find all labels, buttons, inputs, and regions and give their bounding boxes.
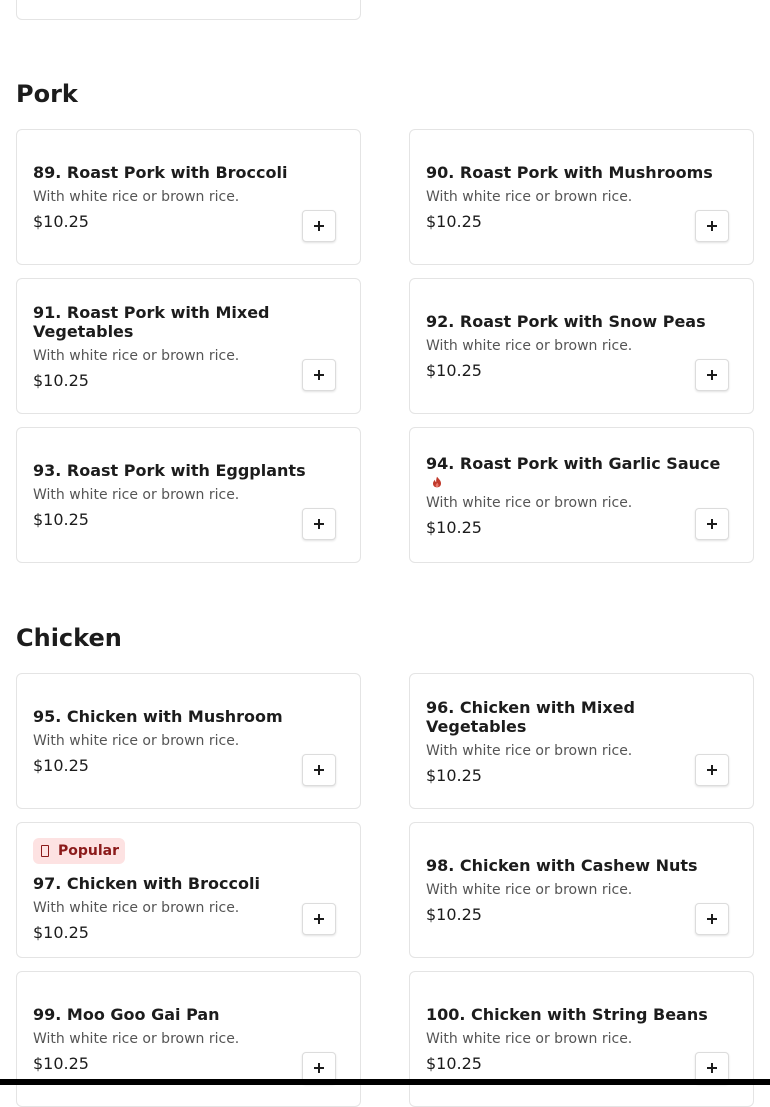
popular-badge <box>33 838 125 864</box>
item-name: 98. Chicken with Cashew Nuts <box>426 856 698 875</box>
add-to-cart-button[interactable] <box>695 754 729 786</box>
item-description: With white rice or brown rice. <box>426 882 633 898</box>
menu-item-card-partial[interactable] <box>16 0 361 20</box>
item-price: $10.25 <box>33 510 89 529</box>
menu-item-card[interactable] <box>409 822 754 958</box>
menu-item-card[interactable] <box>409 129 754 265</box>
menu-item-card[interactable] <box>409 971 754 1107</box>
plus-icon <box>314 221 324 231</box>
item-price: $10.25 <box>426 1054 482 1073</box>
item-description: With white rice or brown rice. <box>33 1031 240 1047</box>
menu-item-card[interactable] <box>16 971 361 1107</box>
plus-icon <box>314 765 324 775</box>
section-title-pork: Pork <box>16 80 78 108</box>
item-description: With white rice or brown rice. <box>33 487 240 503</box>
item-name: 91. Roast Pork with Mixed Vegetables <box>33 302 270 341</box>
item-price: $10.25 <box>33 756 89 775</box>
menu-item-card[interactable] <box>16 427 361 563</box>
item-name: 100. Chicken with String Beans <box>426 1005 708 1024</box>
item-description: With white rice or brown rice. <box>426 1031 633 1047</box>
menu-item-card[interactable] <box>16 673 361 809</box>
chili-pepper-icon <box>431 476 443 488</box>
item-price: $10.25 <box>33 923 89 942</box>
menu-item-card[interactable] <box>409 427 754 563</box>
item-price: $10.25 <box>33 370 89 390</box>
item-name: 95. Chicken with Mushroom <box>33 707 283 726</box>
item-name: 89. Roast Pork with Broccoli <box>33 163 288 182</box>
add-to-cart-button[interactable] <box>302 508 336 540</box>
item-description: With white rice or brown rice. <box>426 742 633 759</box>
item-description: With white rice or brown rice. <box>33 189 240 205</box>
item-description: With white rice or brown rice. <box>426 494 633 511</box>
plus-icon <box>707 519 717 529</box>
add-to-cart-button[interactable] <box>302 903 336 935</box>
item-name: 97. Chicken with Broccoli <box>33 874 260 893</box>
item-price: $10.25 <box>426 905 482 924</box>
item-name: 99. Moo Goo Gai Pan <box>33 1005 220 1024</box>
plus-icon <box>707 1063 717 1073</box>
plus-icon <box>314 914 324 924</box>
item-name: 96. Chicken with Mixed Vegetables <box>426 697 635 736</box>
plus-icon <box>314 519 324 529</box>
item-name: 92. Roast Pork with Snow Peas <box>426 312 706 331</box>
add-to-cart-button[interactable] <box>695 359 729 391</box>
item-price: $10.25 <box>426 765 482 785</box>
plus-icon <box>314 370 324 380</box>
section-title-chicken: Chicken <box>16 624 122 652</box>
menu-item-card[interactable] <box>409 673 754 809</box>
item-description: With white rice or brown rice. <box>426 338 633 354</box>
plus-icon <box>707 221 717 231</box>
plus-icon <box>707 370 717 380</box>
item-name: 93. Roast Pork with Eggplants <box>33 461 306 480</box>
add-to-cart-button[interactable] <box>695 508 729 540</box>
plus-icon <box>707 914 717 924</box>
menu-item-card[interactable] <box>16 822 361 958</box>
add-to-cart-button[interactable] <box>302 359 336 391</box>
item-description: With white rice or brown rice. <box>426 189 633 205</box>
viewport-bottom-edge <box>0 1079 770 1085</box>
item-description: With white rice or brown rice. <box>33 900 240 916</box>
plus-icon <box>707 765 717 775</box>
badge-label: Popular <box>58 843 120 859</box>
add-to-cart-button[interactable] <box>695 903 729 935</box>
item-description: With white rice or brown rice. <box>33 733 240 749</box>
item-price: $10.25 <box>33 1054 89 1073</box>
menu-item-card[interactable] <box>16 278 361 414</box>
add-to-cart-button[interactable] <box>695 210 729 242</box>
item-price: $10.25 <box>426 212 482 231</box>
missing-glyph-icon <box>41 845 49 857</box>
add-to-cart-button[interactable] <box>302 210 336 242</box>
add-to-cart-button[interactable] <box>302 754 336 786</box>
menu-item-card[interactable] <box>409 278 754 414</box>
item-price: $10.25 <box>426 361 482 380</box>
item-name: 94. Roast Pork with Garlic Sauce <box>426 453 721 473</box>
item-price: $10.25 <box>426 517 482 537</box>
item-price: $10.25 <box>33 212 89 231</box>
menu-item-card[interactable] <box>16 129 361 265</box>
item-description: With white rice or brown rice. <box>33 347 240 364</box>
item-name: 90. Roast Pork with Mushrooms <box>426 163 713 182</box>
plus-icon <box>314 1063 324 1073</box>
